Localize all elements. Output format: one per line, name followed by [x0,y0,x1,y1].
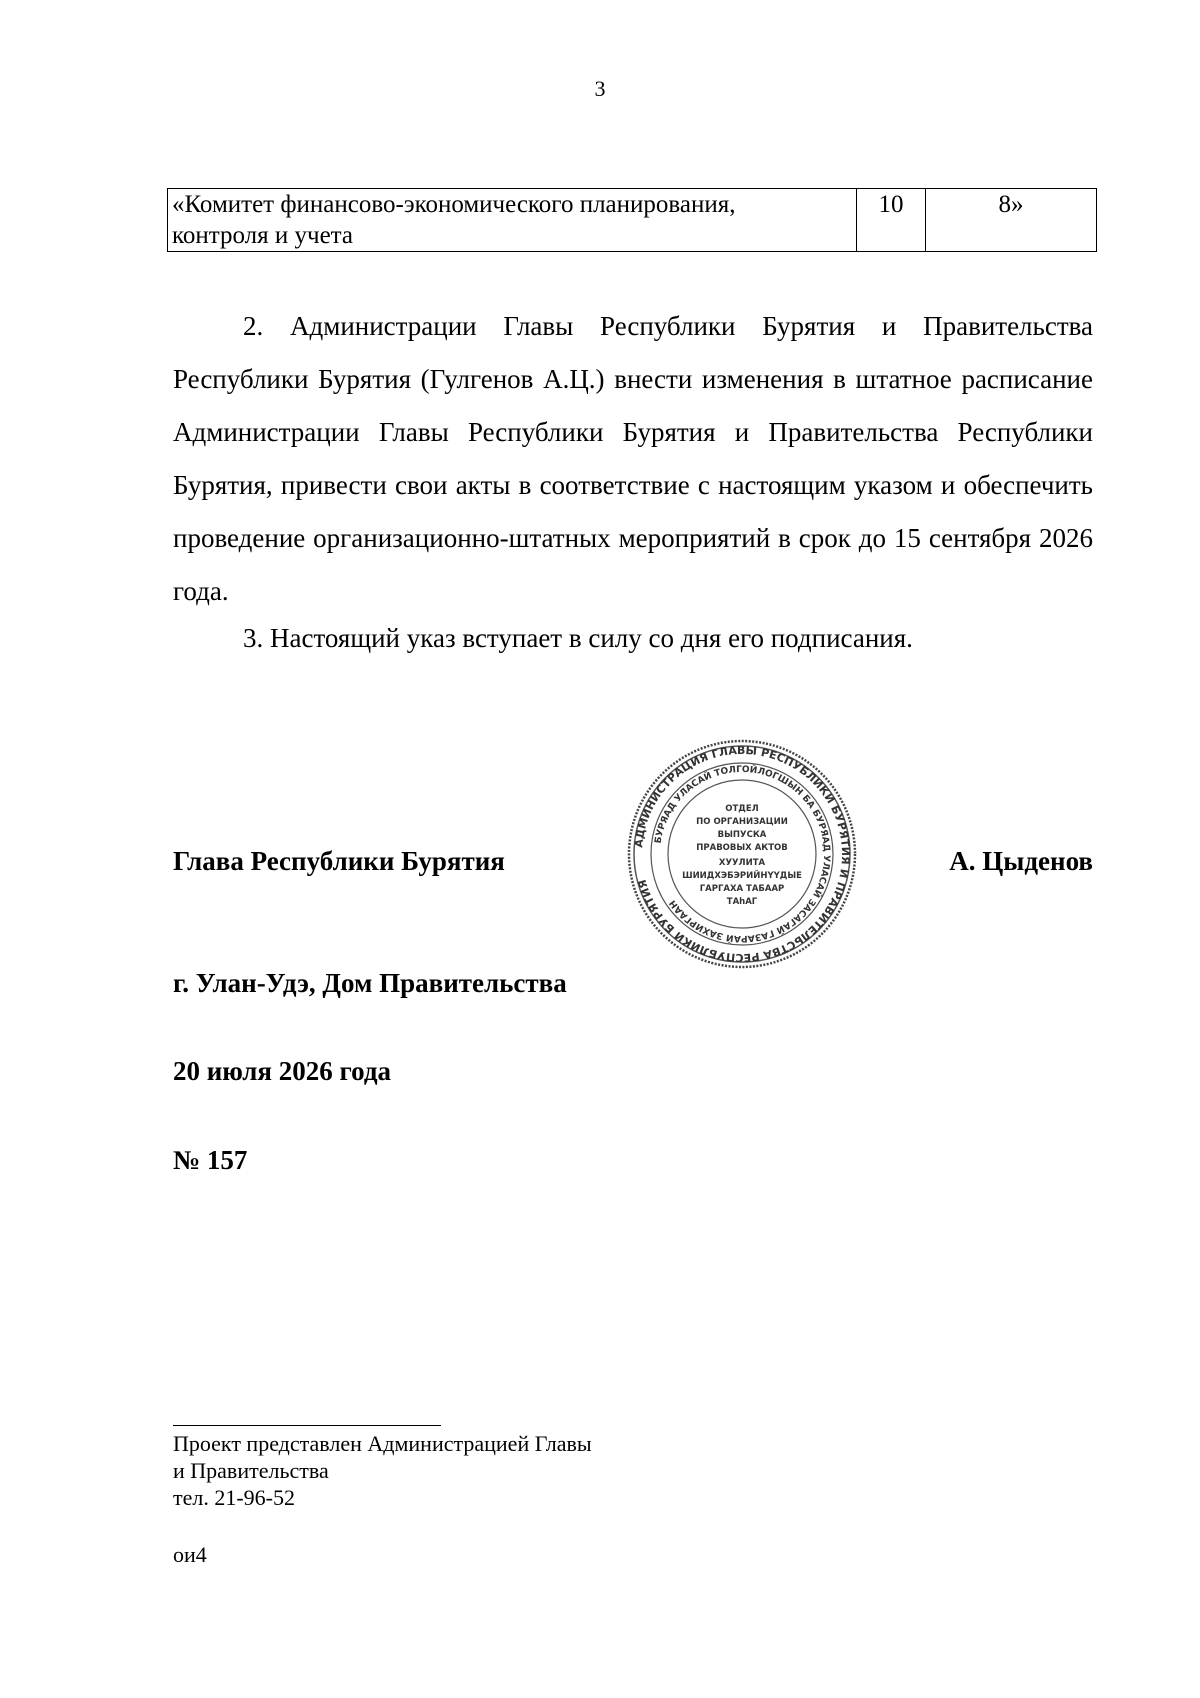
seal-outer-text: АДМИНИСТРАЦИЯ ГЛАВЫ РЕСПУБЛИКИ БУРЯТИЯ И ПРАВИТЕЛЬСТВА РЕСПУБЛИКИ БУРЯТИЯ [632,743,853,965]
signing-date: 20 июля 2026 года [173,1056,391,1086]
seal-center-line: ШИИДХЭБЭРИЙНҮҮДЫЕ [682,871,802,881]
seal-center-line: ТАһАГ [726,897,758,907]
table-cell-name [168,189,857,252]
seal-center-line: ОТДЕЛ [725,804,759,814]
place-of-signing: г. Улан-Удэ, Дом Правительства [173,968,567,998]
footnote-divider [173,1425,441,1426]
table-cell-name-line1: «Комитет финансово-экономического планирования, [172,191,736,218]
signatory-position: Глава Республики Бурятия [173,846,505,876]
footnote [173,1430,592,1511]
footnote-line: и Правительства [173,1458,329,1483]
staff-table [167,188,1097,252]
footnote-line: Проект представлен Администрацией Главы [173,1431,592,1456]
seal-inner-ring-text: БУРЯАД УЛАСАЙ ТОЛГОЙЛОГШЫН БА БУРЯАД УЛАСАЙ ЗАСАГАЙ ГАЗАРАЙ ЗАХИРГААН [653,764,832,944]
seal-center-line: ПРАВОВЫХ АКТОВ [696,843,788,853]
table-row [168,189,1097,252]
table-cell-name-line2: контроля и учета [172,222,354,249]
seal-center-line: ВЫПУСКА [717,830,767,840]
document-code: ои4 [173,1542,207,1567]
signatory-name: А. Цыденов [949,846,1093,876]
official-seal [626,738,858,970]
seal-center-line: ПО ОРГАНИЗАЦИИ [696,817,788,827]
decree-number: № 157 [173,1145,248,1175]
paragraph-3: 3. Настоящий указ вступает в силу со дня его подписания. [243,623,913,653]
table-cell-count-a: 10 [857,189,926,252]
paragraph-2: 2. Администрации Главы Республики Бурятия и Правительства Республики Бурятия (Гулгенов А.Ц.) внести изменения в штатное расписание Администрации Главы Республики Бурятия и Правительства Республики Бурятия, привести свои акты в соответствие с настоящим указом и обеспечить проведение организационно-штатных мероприятий в срок до 15 сентября 2026 года. [173,311,1093,606]
footnote-line: тел. 21-96-52 [173,1485,296,1510]
page-number: 3 [594,76,606,101]
seal-center-line: ХУУЛИТА [718,858,766,868]
seal-center-line: ГАРГАХА ТАБААР [699,884,785,894]
table-cell-count-b: 8» [926,189,1097,252]
